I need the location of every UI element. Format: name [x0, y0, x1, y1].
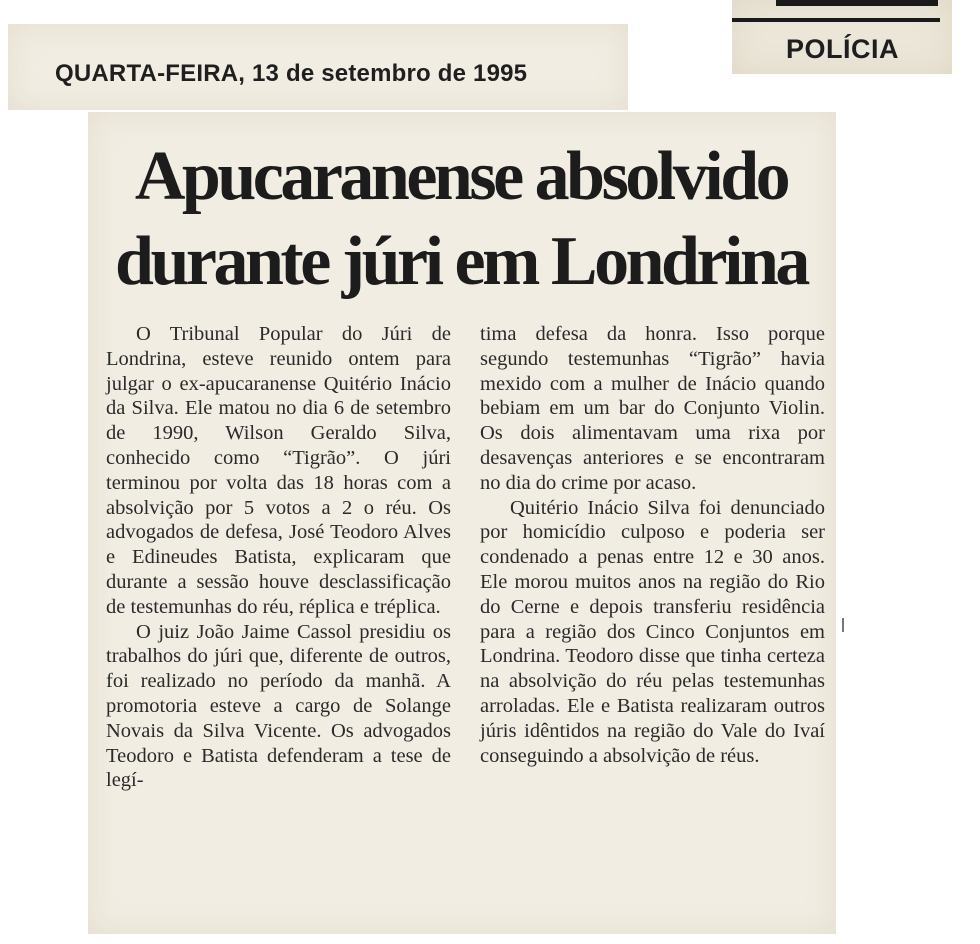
- headline-line-2: durante júri em Londrina: [115, 223, 807, 300]
- headline: [96, 134, 826, 304]
- section-label: POLÍCIA: [786, 34, 900, 64]
- paragraph: O juiz João Jaime Cassol presidiu os trabalhos do júri que, diferente de outros, foi realizado no período da manhã. A promotoria esteve a cargo de Solange Novais da Silva Vicente. Os advogados Teodoro e Batista defenderam a tese de legí-: [106, 620, 451, 792]
- edge-mark: [842, 618, 844, 632]
- paragraph: tima defesa da honra. Isso porque segundo testemunhas “Tigrão” havia mexido com a mulher de Inácio quando bebiam em um bar do Conjunto Violin. Os dois alimentavam uma rixa por desavenças anteriores e se encontraram no dia do crime por acaso.: [480, 323, 825, 494]
- headline-line-1: Apucaranense absolvido: [134, 138, 788, 215]
- paragraph: O Tribunal Popular do Júri de Londrina, esteve reunido ontem para julgar o ex-apucaranense Quitério Inácio da Silva. Ele matou no dia 6 de setembro de 1990, Wilson Geraldo Silva, conhecido como “Tigrão”. O júri terminou por volta das 18 horas com a absolvição por 5 votos a 2 o réu. Os advogados de defesa, José Teodoro Alves e Edineudes Batista, explicaram que durante a sessão houve desclassificação de testemunhas do réu, réplica e tréplica.: [106, 323, 451, 618]
- article-column-right: [480, 322, 825, 768]
- paragraph: Quitério Inácio Silva foi denunciado por homicídio culposo e poderia ser condenado a penas entre 12 e 30 anos. Ele morou muitos anos na região do Rio do Cerne e depois transferiu residência para a região dos Cinco Conjuntos em Londrina. Teodoro disse que tinha certeza na absolvição do réu pelas testemunhas arroladas. Ele e Batista realizaram outros júris idêntidos na região do Vale do Ivaí conseguindo a absolvição de réus.: [480, 496, 825, 767]
- section-header-bar: [776, 0, 938, 6]
- publication-date: QUARTA-FEIRA, 13 de setembro de 1995: [55, 60, 528, 87]
- article-column-left: [106, 322, 451, 793]
- section-divider: [732, 18, 940, 22]
